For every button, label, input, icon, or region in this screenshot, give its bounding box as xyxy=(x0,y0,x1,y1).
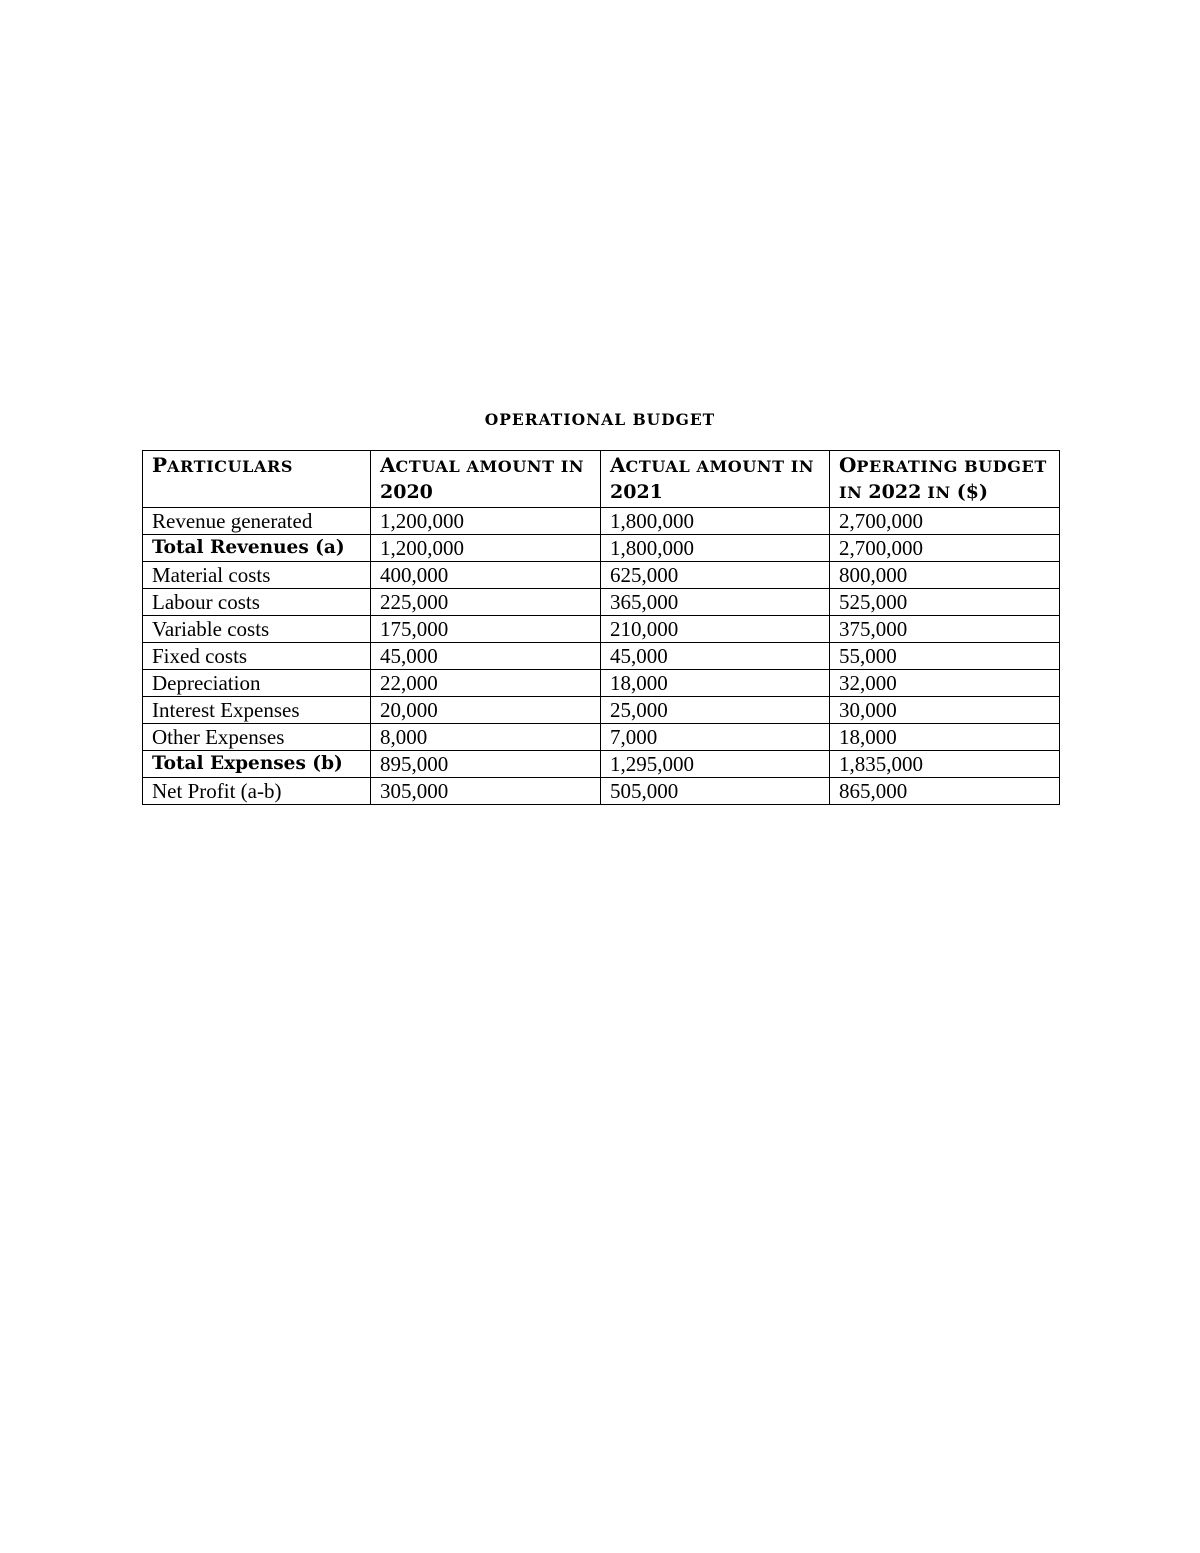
value-2021-cell: 365,000 xyxy=(601,589,830,616)
value-2022-cell: 865,000 xyxy=(830,778,1060,805)
row-label-cell: Fixed costs xyxy=(143,643,371,670)
value-2021-cell: 625,000 xyxy=(601,562,830,589)
header-budget-2022: OPERATING BUDGET IN 2022 IN ($) xyxy=(830,451,1060,508)
table-row xyxy=(143,778,1060,805)
value-2020-cell: 22,000 xyxy=(371,670,601,697)
value-2021-cell: 1,295,000 xyxy=(601,751,830,778)
value-2021-cell: 1,800,000 xyxy=(601,508,830,535)
value-2022-cell: 18,000 xyxy=(830,724,1060,751)
row-label-cell: Depreciation xyxy=(143,670,371,697)
value-2021-cell: 45,000 xyxy=(601,643,830,670)
table-row xyxy=(143,697,1060,724)
table-row xyxy=(143,589,1060,616)
value-2021-cell: 18,000 xyxy=(601,670,830,697)
table-row xyxy=(143,724,1060,751)
value-2021-cell: 505,000 xyxy=(601,778,830,805)
row-label-cell: Material costs xyxy=(143,562,371,589)
value-2020-cell: 1,200,000 xyxy=(371,508,601,535)
value-2022-cell: 55,000 xyxy=(830,643,1060,670)
table-row xyxy=(143,670,1060,697)
value-2022-cell: 1,835,000 xyxy=(830,751,1060,778)
value-2021-cell: 210,000 xyxy=(601,616,830,643)
value-2020-cell: 20,000 xyxy=(371,697,601,724)
value-2021-cell: 1,800,000 xyxy=(601,535,830,562)
page-title: OPERATIONAL BUDGET xyxy=(484,410,716,429)
value-2020-cell: 45,000 xyxy=(371,643,601,670)
value-2022-cell: 30,000 xyxy=(830,697,1060,724)
table-row xyxy=(143,643,1060,670)
table-row xyxy=(143,535,1060,562)
value-2021-cell: 25,000 xyxy=(601,697,830,724)
value-2020-cell: 400,000 xyxy=(371,562,601,589)
value-2022-cell: 2,700,000 xyxy=(830,508,1060,535)
value-2022-cell: 800,000 xyxy=(830,562,1060,589)
header-particulars: PARTICULARS xyxy=(143,451,371,508)
row-label-cell: Net Profit (a-b) xyxy=(143,778,371,805)
budget-table xyxy=(142,450,1060,805)
table-header-row xyxy=(143,451,1060,508)
value-2020-cell: 305,000 xyxy=(371,778,601,805)
row-label-cell: Labour costs xyxy=(143,589,371,616)
table-row xyxy=(143,616,1060,643)
header-actual-2021: ACTUAL AMOUNT IN 2021 xyxy=(601,451,830,508)
row-label-cell: Revenue generated xyxy=(143,508,371,535)
row-label-cell: Variable costs xyxy=(143,616,371,643)
table-row xyxy=(143,508,1060,535)
value-2022-cell: 32,000 xyxy=(830,670,1060,697)
row-label-cell: Total Expenses (b) xyxy=(143,751,371,778)
value-2020-cell: 8,000 xyxy=(371,724,601,751)
value-2022-cell: 2,700,000 xyxy=(830,535,1060,562)
table-row xyxy=(143,562,1060,589)
value-2020-cell: 225,000 xyxy=(371,589,601,616)
value-2022-cell: 375,000 xyxy=(830,616,1060,643)
row-label-cell: Total Revenues (a) xyxy=(143,535,371,562)
value-2020-cell: 1,200,000 xyxy=(371,535,601,562)
row-label-cell: Interest Expenses xyxy=(143,697,371,724)
table-body xyxy=(143,508,1060,805)
row-label-cell: Other Expenses xyxy=(143,724,371,751)
value-2020-cell: 895,000 xyxy=(371,751,601,778)
header-actual-2020: ACTUAL AMOUNT IN 2020 xyxy=(371,451,601,508)
value-2020-cell: 175,000 xyxy=(371,616,601,643)
value-2022-cell: 525,000 xyxy=(830,589,1060,616)
value-2021-cell: 7,000 xyxy=(601,724,830,751)
table-row xyxy=(143,751,1060,778)
